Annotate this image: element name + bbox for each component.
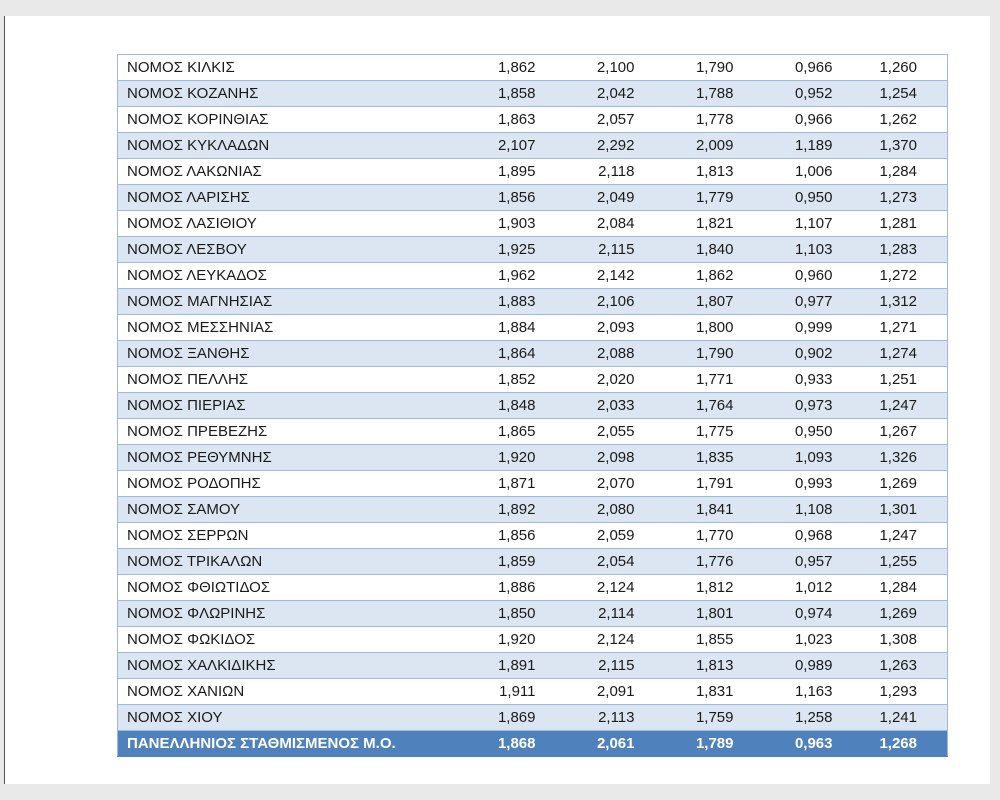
value-cell-3: 1,775 xyxy=(643,419,742,445)
value-cell-1: 1,869 xyxy=(440,705,544,731)
value-cell-5: 1,274 xyxy=(841,341,948,367)
table-row xyxy=(118,523,948,549)
table-row xyxy=(118,393,948,419)
table-row xyxy=(118,471,948,497)
value-cell-1: 1,852 xyxy=(440,367,544,393)
table-row xyxy=(118,679,948,705)
prefecture-name: ΝΟΜΟΣ ΦΩΚΙΔΟΣ xyxy=(118,627,440,653)
value-cell-2: 2,020 xyxy=(544,367,643,393)
prefecture-name: ΝΟΜΟΣ ΛΑΣΙΘΙΟΥ xyxy=(118,211,440,237)
value-cell-3: 1,813 xyxy=(643,653,742,679)
value-cell-3: 1,791 xyxy=(643,471,742,497)
value-cell-2: 2,054 xyxy=(544,549,643,575)
value-cell-2: 2,106 xyxy=(544,289,643,315)
value-cell-5: 1,293 xyxy=(841,679,948,705)
table-row xyxy=(118,263,948,289)
value-cell-4: 1,107 xyxy=(742,211,841,237)
value-cell-4: 0,977 xyxy=(742,289,841,315)
value-cell-1: 1,911 xyxy=(440,679,544,705)
value-cell-5: 1,260 xyxy=(841,55,948,81)
value-cell-1: 1,862 xyxy=(440,55,544,81)
value-cell-2: 2,061 xyxy=(544,731,643,757)
value-cell-1: 1,856 xyxy=(440,185,544,211)
value-cell-2: 2,070 xyxy=(544,471,643,497)
value-cell-1: 1,920 xyxy=(440,627,544,653)
prefecture-name: ΝΟΜΟΣ ΜΕΣΣΗΝΙΑΣ xyxy=(118,315,440,341)
prefecture-data-table xyxy=(117,54,948,757)
value-cell-3: 1,801 xyxy=(643,601,742,627)
value-cell-2: 2,118 xyxy=(544,159,643,185)
value-cell-1: 1,883 xyxy=(440,289,544,315)
value-cell-1: 1,895 xyxy=(440,159,544,185)
value-cell-2: 2,057 xyxy=(544,107,643,133)
value-cell-4: 1,023 xyxy=(742,627,841,653)
value-cell-2: 2,088 xyxy=(544,341,643,367)
table-row xyxy=(118,315,948,341)
value-cell-1: 1,925 xyxy=(440,237,544,263)
value-cell-2: 2,124 xyxy=(544,627,643,653)
prefecture-name: ΝΟΜΟΣ ΛΑΡΙΣΗΣ xyxy=(118,185,440,211)
value-cell-4: 1,093 xyxy=(742,445,841,471)
prefecture-name: ΝΟΜΟΣ ΣΕΡΡΩΝ xyxy=(118,523,440,549)
table-row xyxy=(118,159,948,185)
prefecture-name: ΝΟΜΟΣ ΚΙΛΚΙΣ xyxy=(118,55,440,81)
prefecture-name: ΝΟΜΟΣ ΦΛΩΡΙΝΗΣ xyxy=(118,601,440,627)
value-cell-4: 0,950 xyxy=(742,185,841,211)
value-cell-1: 1,859 xyxy=(440,549,544,575)
value-cell-3: 1,813 xyxy=(643,159,742,185)
value-cell-5: 1,370 xyxy=(841,133,948,159)
value-cell-4: 0,993 xyxy=(742,471,841,497)
value-cell-5: 1,262 xyxy=(841,107,948,133)
prefecture-name: ΝΟΜΟΣ ΚΥΚΛΑΔΩΝ xyxy=(118,133,440,159)
value-cell-5: 1,255 xyxy=(841,549,948,575)
value-cell-1: 1,886 xyxy=(440,575,544,601)
value-cell-3: 1,770 xyxy=(643,523,742,549)
value-cell-5: 1,284 xyxy=(841,159,948,185)
value-cell-5: 1,283 xyxy=(841,237,948,263)
value-cell-1: 1,884 xyxy=(440,315,544,341)
value-cell-1: 1,868 xyxy=(440,731,544,757)
value-cell-3: 1,764 xyxy=(643,393,742,419)
value-cell-4: 0,950 xyxy=(742,419,841,445)
value-cell-1: 1,891 xyxy=(440,653,544,679)
value-cell-5: 1,247 xyxy=(841,523,948,549)
value-cell-2: 2,059 xyxy=(544,523,643,549)
value-cell-2: 2,113 xyxy=(544,705,643,731)
value-cell-4: 0,966 xyxy=(742,107,841,133)
prefecture-name: ΝΟΜΟΣ ΡΟΔΟΠΗΣ xyxy=(118,471,440,497)
document-page xyxy=(4,16,990,784)
value-cell-4: 1,163 xyxy=(742,679,841,705)
value-cell-5: 1,241 xyxy=(841,705,948,731)
table-row xyxy=(118,419,948,445)
value-cell-3: 1,800 xyxy=(643,315,742,341)
value-cell-3: 1,807 xyxy=(643,289,742,315)
value-cell-2: 2,100 xyxy=(544,55,643,81)
value-cell-5: 1,268 xyxy=(841,731,948,757)
table-row xyxy=(118,211,948,237)
value-cell-5: 1,281 xyxy=(841,211,948,237)
value-cell-1: 1,864 xyxy=(440,341,544,367)
table-row xyxy=(118,549,948,575)
prefecture-name: ΝΟΜΟΣ ΛΕΣΒΟΥ xyxy=(118,237,440,263)
table-row xyxy=(118,497,948,523)
value-cell-1: 1,962 xyxy=(440,263,544,289)
value-cell-2: 2,115 xyxy=(544,237,643,263)
table-row xyxy=(118,133,948,159)
value-cell-4: 0,974 xyxy=(742,601,841,627)
value-cell-5: 1,272 xyxy=(841,263,948,289)
value-cell-5: 1,271 xyxy=(841,315,948,341)
prefecture-name: ΝΟΜΟΣ ΠΕΛΛΗΣ xyxy=(118,367,440,393)
prefecture-name: ΝΟΜΟΣ ΤΡΙΚΑΛΩΝ xyxy=(118,549,440,575)
total-label: ΠΑΝΕΛΛΗΝΙΟΣ ΣΤΑΘΜΙΣΜΕΝΟΣ Μ.Ο. xyxy=(118,731,440,757)
prefecture-name: ΝΟΜΟΣ ΚΟΖΑΝΗΣ xyxy=(118,81,440,107)
value-cell-4: 0,902 xyxy=(742,341,841,367)
value-cell-2: 2,055 xyxy=(544,419,643,445)
value-cell-4: 0,963 xyxy=(742,731,841,757)
value-cell-2: 2,142 xyxy=(544,263,643,289)
value-cell-2: 2,115 xyxy=(544,653,643,679)
value-cell-3: 1,778 xyxy=(643,107,742,133)
value-cell-4: 0,952 xyxy=(742,81,841,107)
value-cell-4: 0,968 xyxy=(742,523,841,549)
value-cell-3: 1,771 xyxy=(643,367,742,393)
value-cell-2: 2,033 xyxy=(544,393,643,419)
table-row xyxy=(118,445,948,471)
value-cell-2: 2,084 xyxy=(544,211,643,237)
value-cell-4: 0,960 xyxy=(742,263,841,289)
value-cell-4: 0,966 xyxy=(742,55,841,81)
table-row xyxy=(118,367,948,393)
table-row xyxy=(118,705,948,731)
value-cell-2: 2,114 xyxy=(544,601,643,627)
value-cell-3: 1,855 xyxy=(643,627,742,653)
value-cell-3: 1,788 xyxy=(643,81,742,107)
prefecture-name: ΝΟΜΟΣ ΠΡΕΒΕΖΗΣ xyxy=(118,419,440,445)
table-body xyxy=(118,55,948,757)
value-cell-5: 1,312 xyxy=(841,289,948,315)
value-cell-5: 1,326 xyxy=(841,445,948,471)
value-cell-5: 1,254 xyxy=(841,81,948,107)
value-cell-3: 1,841 xyxy=(643,497,742,523)
value-cell-1: 1,865 xyxy=(440,419,544,445)
value-cell-4: 1,006 xyxy=(742,159,841,185)
prefecture-name: ΝΟΜΟΣ ΡΕΘΥΜΝΗΣ xyxy=(118,445,440,471)
value-cell-2: 2,049 xyxy=(544,185,643,211)
table-row xyxy=(118,601,948,627)
value-cell-4: 0,957 xyxy=(742,549,841,575)
value-cell-5: 1,267 xyxy=(841,419,948,445)
prefecture-name: ΝΟΜΟΣ ΚΟΡΙΝΘΙΑΣ xyxy=(118,107,440,133)
value-cell-3: 2,009 xyxy=(643,133,742,159)
prefecture-name: ΝΟΜΟΣ ΧΑΛΚΙΔΙΚΗΣ xyxy=(118,653,440,679)
prefecture-name: ΝΟΜΟΣ ΛΕΥΚΑΔΟΣ xyxy=(118,263,440,289)
value-cell-2: 2,124 xyxy=(544,575,643,601)
prefecture-name: ΝΟΜΟΣ ΠΙΕΡΙΑΣ xyxy=(118,393,440,419)
value-cell-3: 1,862 xyxy=(643,263,742,289)
table-row xyxy=(118,185,948,211)
value-cell-1: 1,903 xyxy=(440,211,544,237)
value-cell-3: 1,840 xyxy=(643,237,742,263)
value-cell-4: 1,103 xyxy=(742,237,841,263)
value-cell-1: 2,107 xyxy=(440,133,544,159)
value-cell-1: 1,892 xyxy=(440,497,544,523)
value-cell-3: 1,789 xyxy=(643,731,742,757)
value-cell-5: 1,247 xyxy=(841,393,948,419)
value-cell-2: 2,098 xyxy=(544,445,643,471)
value-cell-1: 1,856 xyxy=(440,523,544,549)
value-cell-5: 1,273 xyxy=(841,185,948,211)
value-cell-4: 1,108 xyxy=(742,497,841,523)
value-cell-4: 1,258 xyxy=(742,705,841,731)
value-cell-2: 2,080 xyxy=(544,497,643,523)
prefecture-name: ΝΟΜΟΣ ΞΑΝΘΗΣ xyxy=(118,341,440,367)
prefecture-name: ΝΟΜΟΣ ΧΑΝΙΩΝ xyxy=(118,679,440,705)
table-row xyxy=(118,81,948,107)
value-cell-4: 0,989 xyxy=(742,653,841,679)
value-cell-3: 1,835 xyxy=(643,445,742,471)
table-row xyxy=(118,575,948,601)
prefecture-name: ΝΟΜΟΣ ΜΑΓΝΗΣΙΑΣ xyxy=(118,289,440,315)
table-row xyxy=(118,237,948,263)
prefecture-name: ΝΟΜΟΣ ΦΘΙΩΤΙΔΟΣ xyxy=(118,575,440,601)
value-cell-2: 2,093 xyxy=(544,315,643,341)
value-cell-5: 1,263 xyxy=(841,653,948,679)
value-cell-1: 1,848 xyxy=(440,393,544,419)
prefecture-name: ΝΟΜΟΣ ΛΑΚΩΝΙΑΣ xyxy=(118,159,440,185)
prefecture-name: ΝΟΜΟΣ ΣΑΜΟΥ xyxy=(118,497,440,523)
value-cell-4: 0,973 xyxy=(742,393,841,419)
value-cell-2: 2,292 xyxy=(544,133,643,159)
value-cell-4: 1,012 xyxy=(742,575,841,601)
value-cell-3: 1,812 xyxy=(643,575,742,601)
table-row xyxy=(118,107,948,133)
table-row xyxy=(118,341,948,367)
value-cell-1: 1,920 xyxy=(440,445,544,471)
value-cell-5: 1,301 xyxy=(841,497,948,523)
value-cell-5: 1,269 xyxy=(841,601,948,627)
value-cell-2: 2,091 xyxy=(544,679,643,705)
value-cell-5: 1,251 xyxy=(841,367,948,393)
table-row xyxy=(118,289,948,315)
table-row xyxy=(118,55,948,81)
value-cell-5: 1,284 xyxy=(841,575,948,601)
prefecture-name: ΝΟΜΟΣ ΧΙΟΥ xyxy=(118,705,440,731)
value-cell-3: 1,776 xyxy=(643,549,742,575)
value-cell-3: 1,779 xyxy=(643,185,742,211)
value-cell-3: 1,831 xyxy=(643,679,742,705)
table-row xyxy=(118,653,948,679)
total-row xyxy=(118,731,948,757)
value-cell-2: 2,042 xyxy=(544,81,643,107)
value-cell-3: 1,759 xyxy=(643,705,742,731)
value-cell-5: 1,308 xyxy=(841,627,948,653)
value-cell-1: 1,863 xyxy=(440,107,544,133)
value-cell-3: 1,790 xyxy=(643,341,742,367)
value-cell-1: 1,858 xyxy=(440,81,544,107)
value-cell-3: 1,790 xyxy=(643,55,742,81)
value-cell-5: 1,269 xyxy=(841,471,948,497)
table-row xyxy=(118,627,948,653)
value-cell-4: 0,933 xyxy=(742,367,841,393)
value-cell-4: 0,999 xyxy=(742,315,841,341)
value-cell-1: 1,850 xyxy=(440,601,544,627)
value-cell-3: 1,821 xyxy=(643,211,742,237)
value-cell-4: 1,189 xyxy=(742,133,841,159)
value-cell-1: 1,871 xyxy=(440,471,544,497)
